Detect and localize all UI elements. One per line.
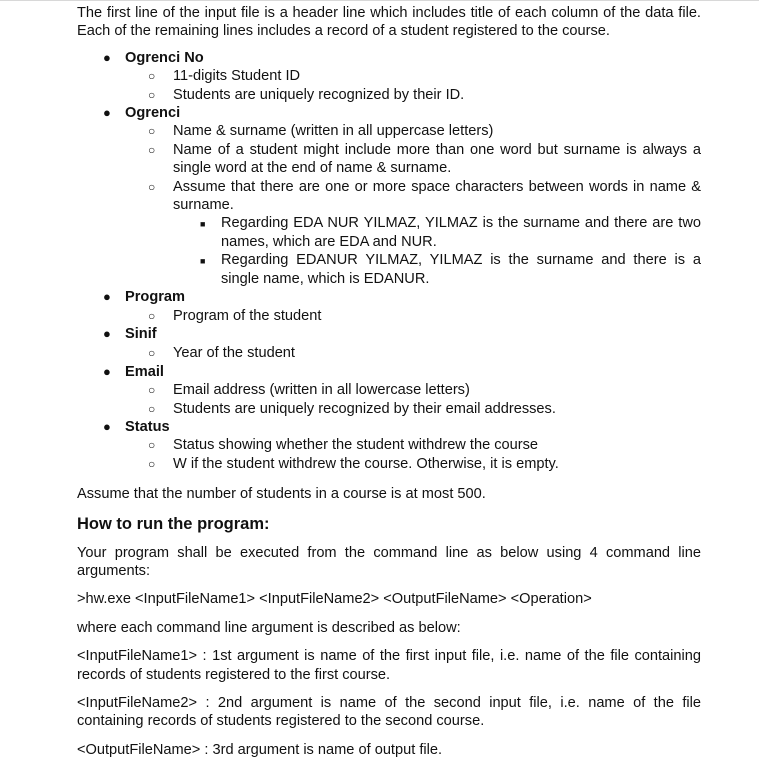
list-item: ○ Year of the student <box>148 345 295 362</box>
circle-bullet-icon: ○ <box>148 383 156 398</box>
list-item: ○ Assume that there are one or more space characters between words in name & surname. <box>148 178 701 214</box>
list-item: ○ 11-digits Student ID <box>148 68 301 85</box>
field-program <box>103 288 701 306</box>
circle-bullet-icon: ○ <box>148 438 156 453</box>
field-name: Ogrenci <box>125 105 181 122</box>
field-name: Status <box>125 418 170 435</box>
circle-bullet-icon: ○ <box>148 87 156 102</box>
circle-bullet-icon: ○ <box>148 456 156 471</box>
field-name: Program <box>125 289 186 306</box>
circle-bullet-icon: ○ <box>148 401 156 416</box>
run-intro-paragraph: Your program shall be executed from the command line as below using 4 command line arguments: <box>77 544 701 579</box>
list-item: ○ Name of a student might include more than one word but surname is always a single word at the end of name & surname. <box>148 141 701 177</box>
disc-bullet-icon: ● <box>103 363 111 379</box>
field-name: Email <box>125 363 164 380</box>
list-item: ○ Email address (written in all lowercase letters) <box>148 382 470 399</box>
disc-bullet-icon: ● <box>103 105 111 121</box>
circle-bullet-icon: ○ <box>148 142 156 157</box>
disc-bullet-icon: ● <box>103 325 111 341</box>
list-item: ○ W if the student withdrew the course. Otherwise, it is empty. <box>148 455 559 472</box>
field-ogrenci <box>103 104 701 122</box>
sub-list-item: ■ Regarding EDA NUR YILMAZ, YILMAZ is the surname and there are two names, which are EDA and NUR. <box>200 215 701 250</box>
command-line: >hw.exe <InputFileName1> <InputFileName2> <OutputFileName> <Operation> <box>77 591 592 608</box>
section-heading: How to run the program: <box>77 514 270 533</box>
document-page <box>77 4 701 759</box>
list-item: ○ Students are uniquely recognized by their email addresses. <box>148 400 556 417</box>
top-rule <box>0 0 759 1</box>
assumption-paragraph: Assume that the number of students in a course is at most 500. <box>77 486 486 503</box>
disc-bullet-icon: ● <box>103 418 111 434</box>
circle-bullet-icon: ○ <box>148 124 156 139</box>
disc-bullet-icon: ● <box>103 49 111 65</box>
list-item: ○ Students are uniquely recognized by their ID. <box>148 86 465 103</box>
disc-bullet-icon: ● <box>103 289 111 305</box>
field-email <box>103 363 701 381</box>
field-name: Sinif <box>125 325 157 342</box>
args-intro-paragraph: where each command line argument is described as below: <box>77 619 461 636</box>
list-item: ○ Status showing whether the student withdrew the course <box>148 437 539 454</box>
circle-bullet-icon: ○ <box>148 179 156 194</box>
arg2-paragraph: <InputFileName2> : 2nd argument is name of the second input file, i.e. name of the file containing records of students registered to the second course. <box>77 695 701 730</box>
field-name: Ogrenci No <box>125 49 204 66</box>
list-item: ○ Program of the student <box>148 307 322 324</box>
sub-list-item: ■ Regarding EDANUR YILMAZ, YILMAZ is the surname and there is a single name, which is EDANUR. <box>200 252 701 287</box>
circle-bullet-icon: ○ <box>148 308 156 323</box>
circle-bullet-icon: ○ <box>148 346 156 361</box>
square-bullet-icon: ■ <box>200 219 206 230</box>
field-sinif <box>103 325 701 343</box>
field-ogrenci-no <box>103 49 701 67</box>
field-status <box>103 418 701 436</box>
square-bullet-icon: ■ <box>200 256 206 267</box>
list-item: ○ Name & surname (written in all uppercase letters) <box>148 123 494 140</box>
circle-bullet-icon: ○ <box>148 69 156 84</box>
arg1-paragraph: <InputFileName1> : 1st argument is name of the first input file, i.e. name of the file containing records of students registered to the first course. <box>77 648 701 683</box>
intro-paragraph: The first line of the input file is a header line which includes title of each column of the data file. Each of the remaining lines includes a record of a student registered to the course. <box>77 5 701 40</box>
arg3-paragraph: <OutputFileName> : 3rd argument is name of output file. <box>77 741 443 758</box>
